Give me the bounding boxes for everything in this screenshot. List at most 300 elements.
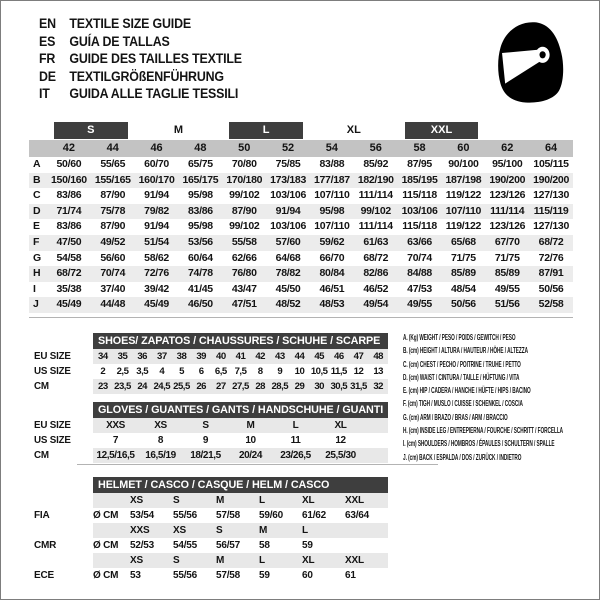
shoes-size-cell: 13 [373, 366, 383, 377]
size-header-cell: 64 [544, 142, 558, 154]
section-divider [29, 317, 573, 318]
row-values [93, 568, 388, 583]
shoes-size-cell: 45 [314, 351, 324, 362]
shoes-size-cell: 8 [257, 366, 263, 377]
shoes-size-cell: 48 [373, 351, 383, 362]
measurement-row-label: I [33, 282, 36, 295]
measurement-cell: 74/78 [188, 267, 213, 280]
measurement-cell: 173/183 [270, 173, 306, 186]
gloves-table-row [29, 448, 389, 463]
helmet-value-cell: 57/58 [216, 510, 241, 521]
measurement-row [29, 266, 573, 282]
measurement-cell: 170/180 [226, 173, 263, 186]
shoes-size-cell: 36 [137, 351, 147, 362]
measurement-row-label: D [33, 204, 41, 217]
unit-label: Ø CM [93, 540, 119, 551]
measurement-cell: 85/92 [363, 158, 389, 170]
spacer-cell [29, 553, 93, 568]
spacer-cell [93, 493, 130, 508]
shoes-size-cell: 26 [196, 381, 206, 392]
unit-label: Ø CM [93, 570, 119, 581]
helmet-size-cell: XS [130, 495, 143, 506]
helmet-size-cell: L [259, 555, 265, 566]
spacer-cell [29, 493, 93, 508]
measurement-cell: 56/60 [100, 251, 126, 264]
shoes-size-cell: 24,5 [153, 381, 171, 392]
size-header-cell: 44 [106, 142, 119, 154]
row-label: EU SIZE [34, 351, 71, 362]
row-label: US SIZE [34, 366, 71, 377]
helmet-standard-section [29, 553, 389, 583]
helmet-size-cell: S [173, 495, 180, 506]
measurement-cell: 182/190 [357, 173, 394, 186]
language-line [39, 15, 242, 33]
spacer-cell [29, 523, 93, 538]
spacer-cell [29, 122, 47, 140]
measurement-cell: 79/82 [144, 204, 169, 217]
measurement-cell: 150/160 [50, 173, 87, 186]
helmet-size-cell: M [216, 495, 225, 506]
row-values [93, 379, 388, 394]
measurement-cell: 87/90 [100, 189, 126, 202]
helmet-size-cell: XL [302, 495, 315, 506]
helmet-value-cell: 60 [302, 570, 313, 581]
size-header-cell: 58 [413, 142, 426, 154]
measurement-cell: 111/114 [358, 220, 393, 233]
shoes-size-cell: 38 [176, 351, 187, 362]
measurement-cell: 46/51 [319, 282, 345, 295]
measurement-cell: 60/64 [188, 251, 213, 264]
legend-entry: H. (cm) INSIDE LEG / ENTREPIERNA / FOURCHE / SCHRITT / FORCELLA [403, 426, 564, 436]
gloves-size-cell: 16,5/19 [145, 450, 176, 461]
helmet-size-cell: S [173, 555, 180, 566]
shoes-size-cell: 10 [294, 366, 305, 377]
measurement-cell: 105/115 [533, 158, 569, 170]
measurement-cell: 187/198 [445, 173, 482, 186]
spacer-cell [93, 553, 130, 568]
measurement-cell: 107/110 [314, 189, 350, 202]
row-values [93, 538, 388, 553]
measurement-cell: 63/66 [407, 235, 432, 248]
helmet-value-cell: 54/55 [173, 540, 198, 551]
shoes-size-cell: 27,5 [232, 381, 249, 392]
measurement-cell: 46/50 [188, 298, 213, 311]
measurement-cell: 44/48 [100, 298, 126, 311]
size-header-row [29, 140, 573, 157]
helmet-size-cell: XS [173, 525, 186, 536]
size-group-row [29, 122, 573, 140]
measurement-cell: 83/86 [188, 204, 213, 217]
helmet-value-row [29, 568, 389, 583]
measurement-cell: 57/60 [275, 235, 301, 248]
helmet-value-cell: 56/57 [216, 540, 241, 551]
measurement-cell: 48/54 [451, 282, 476, 295]
standard-label: FIA [34, 510, 50, 521]
language-title: TEXTILE SIZE GUIDE [69, 16, 191, 31]
size-header-cell: 52 [281, 142, 295, 154]
language-title: GUIDE DES TAILLES TEXTILE [69, 51, 242, 66]
row-values [93, 349, 388, 364]
measurement-row [29, 157, 573, 173]
helmet-value-cell: 55/56 [173, 570, 198, 581]
measurement-cell: 50/60 [56, 158, 82, 170]
gloves-size-cell: 9 [202, 435, 209, 446]
language-line [39, 68, 242, 86]
measurement-row [29, 173, 573, 189]
language-line [39, 85, 242, 103]
measurement-cell: 155/165 [94, 173, 131, 186]
legend-entry: C. (cm) CHEST / PECHO / POITRINE / TRUHE / PETTO [403, 359, 521, 369]
helmet-value-cell: 59/60 [259, 510, 284, 521]
gloves-size-cell: 20/24 [238, 450, 263, 461]
shoes-size-cell: 23 [97, 381, 108, 392]
measurement-cell: 55/58 [231, 235, 257, 248]
measurement-cell: 72/76 [538, 251, 564, 264]
size-group-cell [142, 122, 216, 139]
helmet-value-cell: 61/62 [302, 510, 327, 521]
measurement-cell: 99/102 [360, 204, 391, 217]
measurement-cell: 165/175 [182, 173, 219, 186]
legend-entry: G. (cm) ARM / BRAZO / BRAS / ARM / BRACCIO [403, 412, 508, 422]
measurement-row-label: F [33, 235, 40, 248]
measurement-cell: 47/50 [56, 235, 82, 248]
shoes-size-cell: 32 [373, 381, 383, 392]
shoes-table-row [29, 364, 389, 379]
measurement-cell: 99/102 [229, 189, 260, 202]
measurement-cell: 87/90 [231, 204, 257, 217]
measurement-cell: 70/80 [231, 158, 257, 170]
language-code: EN [39, 16, 56, 31]
measurement-cell: 52/58 [538, 298, 564, 311]
measurement-cell: 107/110 [445, 204, 482, 217]
shoes-size-cell: 28 [255, 381, 265, 392]
measurement-row [29, 235, 573, 251]
shoes-size-cell: 6,5 [214, 366, 227, 377]
language-title: GUIDA ALLE TAGLIE TESSILI [69, 86, 239, 101]
shoes-table [29, 333, 389, 394]
measurement-cell: 46/52 [363, 282, 389, 295]
language-line [39, 50, 242, 68]
helmet-value-cell: 61 [345, 570, 356, 581]
spacer-cell [93, 523, 130, 538]
measurement-cell: 48/52 [275, 298, 301, 311]
measurement-cell: 127/130 [533, 220, 569, 233]
measurement-cell: 95/100 [492, 158, 523, 170]
legend-entry: A. (Kg) WEIGHT / PESO / POIDS / GEWITCH / PESO [403, 333, 516, 342]
helmet-size-cell: L [302, 525, 308, 536]
measurement-cell: 84/88 [407, 267, 432, 280]
measurement-cell: 48/53 [319, 298, 345, 311]
gloves-size-cell: 8 [157, 435, 164, 446]
row-values [93, 433, 388, 448]
measurement-cell: 83/86 [56, 189, 82, 202]
measurement-row-label: J [33, 298, 39, 311]
shoes-size-cell: 3,5 [136, 366, 149, 377]
row-values [93, 508, 388, 523]
measurement-cell: 115/118 [402, 189, 437, 202]
measurement-cell: 53/56 [188, 235, 213, 248]
measurement-cell: 91/94 [144, 220, 169, 233]
size-group-label: S [87, 124, 95, 136]
language-title: GUÍA DE TALLAS [69, 33, 170, 49]
row-label: US SIZE [34, 435, 71, 446]
language-code: DE [39, 68, 56, 84]
gloves-size-cell: 25,5/30 [325, 450, 356, 461]
helmet-value-cell: 57/58 [216, 570, 241, 581]
measurement-cell: 185/195 [401, 173, 438, 186]
section-divider [77, 464, 438, 465]
shoes-size-cell: 24 [137, 381, 147, 392]
measurement-row-label: A [33, 158, 41, 170]
size-group-cell [405, 122, 479, 139]
shoes-size-cell: 9 [277, 366, 283, 377]
size-group-label: M [173, 124, 184, 136]
shoes-size-cell: 7,5 [234, 366, 247, 377]
legend-entry: E. (cm) HIP / CADERA / HANCHE / HÜFTE / HIPS / BACINO [403, 386, 531, 396]
shoes-size-cell: 47 [353, 351, 364, 362]
measurement-cell: 103/106 [401, 204, 438, 217]
shoes-size-cell: 27 [215, 381, 226, 392]
helmet-size-cell: S [216, 525, 223, 536]
measurement-cell: 87/91 [538, 267, 564, 280]
shoes-size-cell: 35 [117, 351, 128, 362]
measurement-row-label: C [33, 189, 41, 202]
gloves-table [29, 402, 389, 463]
shoes-size-cell: 28,5 [271, 381, 289, 392]
size-group-cell [317, 122, 391, 139]
measurement-cell: 43/47 [231, 282, 257, 295]
gloves-size-cell: XL [334, 420, 347, 431]
gloves-size-cell: 18/21,5 [190, 450, 221, 461]
shoes-size-cell: 43 [274, 351, 285, 362]
measurement-cell: 87/95 [407, 158, 432, 170]
gloves-size-cell: 12,5/16,5 [96, 450, 135, 461]
language-code: FR [39, 51, 56, 66]
measurement-row [29, 204, 573, 220]
measurement-row [29, 188, 573, 204]
shoes-size-cell: 11,5 [330, 366, 347, 377]
measurement-cell: 49/54 [363, 298, 389, 311]
helmet-value-cell: 53/54 [130, 510, 155, 521]
row-values [93, 448, 388, 463]
spacer-cell [485, 122, 529, 140]
helmet-value-cell: 59 [302, 540, 313, 551]
helmet-size-cell: XS [130, 555, 143, 566]
measurement-cell: 87/90 [100, 220, 126, 233]
measurement-row-label: H [33, 267, 41, 280]
measurement-cell: 71/75 [494, 251, 520, 264]
measurement-cell: 85/89 [494, 267, 520, 280]
measurement-cell: 61/63 [363, 235, 389, 248]
row-label: CM [34, 381, 49, 392]
shoes-size-cell: 2,5 [116, 366, 129, 377]
row-label: CM [34, 450, 49, 461]
shoes-size-cell: 4 [159, 366, 165, 377]
measurement-cell: 70/74 [100, 267, 126, 280]
helmet-table [29, 477, 389, 583]
measurement-cell: 115/119 [533, 204, 569, 217]
measurement-cell: 60/70 [144, 158, 169, 170]
measurement-cell: 59/62 [319, 235, 345, 248]
measurement-cell: 41/45 [188, 282, 213, 295]
size-header-cell: 62 [501, 142, 514, 154]
measurement-cell: 45/50 [275, 282, 301, 295]
helmet-size-cell: XXS [130, 525, 150, 536]
row-values [93, 364, 388, 379]
shoes-size-cell: 12 [353, 366, 364, 377]
helmet-value-cell: 55/56 [173, 510, 198, 521]
measurement-cell: 35/38 [56, 282, 82, 295]
measurement-cell: 64/68 [275, 251, 301, 264]
helmet-size-cell: XXL [345, 555, 364, 566]
gloves-table-title: GLOVES / GUANTES / GANTS / HANDSCHUHE / GUANTI [93, 402, 388, 418]
measurement-cell: 127/130 [533, 189, 569, 202]
measurement-row-label: B [33, 173, 41, 186]
shoes-size-cell: 39 [196, 351, 206, 362]
size-group-cell [54, 122, 128, 139]
gloves-size-cell: 11 [290, 435, 301, 446]
measurement-cell: 95/98 [319, 204, 345, 217]
measurement-cell: 37/40 [100, 282, 126, 295]
shoes-size-cell: 37 [156, 351, 167, 362]
gloves-size-cell: XXS [106, 420, 125, 431]
size-group-label: L [262, 124, 270, 136]
measurement-cell: 83/88 [319, 158, 345, 170]
measurement-legend [403, 331, 572, 464]
measurement-cell: 190/200 [533, 173, 569, 186]
shoes-size-cell: 2 [100, 366, 106, 377]
helmet-size-cell: XL [302, 555, 315, 566]
size-group-label: XXL [430, 124, 453, 136]
shoes-size-cell: 29 [294, 381, 305, 392]
measurement-cell: 50/56 [538, 282, 564, 295]
helmet-size-cell: M [259, 525, 268, 536]
helmet-standard-section [29, 523, 389, 553]
measurement-cell: 51/56 [494, 298, 520, 311]
standard-label: ECE [34, 570, 54, 581]
measurement-row-label: E [33, 220, 41, 233]
helmet-value-cell: 52/53 [130, 540, 155, 551]
shoes-size-cell: 42 [255, 351, 265, 362]
size-header-cell: 60 [457, 142, 470, 154]
gloves-size-cell: 12 [335, 435, 346, 446]
size-header-cell: 48 [194, 142, 207, 154]
helmet-size-cell: XXL [345, 495, 364, 506]
gloves-size-cell: L [292, 420, 299, 431]
gloves-table-row [29, 418, 389, 433]
measurement-cell: 82/86 [363, 267, 389, 280]
size-header-cell: 54 [325, 142, 339, 154]
measurement-cell: 66/70 [319, 251, 345, 264]
measurement-cell: 45/49 [56, 298, 82, 311]
measurement-cell: 45/49 [144, 298, 169, 311]
measurement-cell: 83/86 [56, 220, 82, 233]
language-title: TEXTILGRÖßENFÜHRUNG [69, 68, 224, 84]
gloves-size-cell: 7 [112, 435, 119, 446]
size-group-cell [229, 122, 303, 139]
measurement-cell: 85/89 [451, 267, 476, 280]
shoes-size-cell: 41 [235, 351, 246, 362]
measurement-cell: 50/56 [451, 298, 476, 311]
gloves-size-cell: 23/26,5 [280, 450, 311, 461]
shoes-size-cell: 25,5 [173, 381, 190, 392]
measurement-cell: 190/200 [489, 173, 526, 186]
helmet-value-row [29, 538, 389, 553]
helmet-table-title: HELMET / CASCO / CASQUE / HELM / CASCO [93, 477, 388, 493]
shoes-size-cell: 31,5 [350, 381, 367, 392]
measurement-cell: 160/170 [138, 173, 175, 186]
gloves-table-row [29, 433, 389, 448]
textile-size-table [29, 122, 573, 313]
measurement-cell: 49/52 [100, 235, 126, 248]
measurement-cell: 71/74 [56, 204, 82, 217]
legend-entry: F. (cm) TIGH / MUSLO / CUISSE / SCHENKEL / COSCIA [403, 399, 523, 409]
shoes-size-cell: 40 [215, 351, 226, 362]
measurement-cell: 91/94 [275, 204, 301, 217]
size-header-cell: 56 [369, 142, 382, 154]
measurement-cell: 107/110 [314, 220, 350, 233]
measurement-cell: 90/100 [448, 158, 479, 170]
spacer-cell [29, 140, 47, 157]
gloves-size-cell: 10 [245, 435, 256, 446]
measurement-cell: 119/122 [445, 189, 482, 202]
measurement-cell: 76/80 [231, 267, 257, 280]
measurement-cell: 51/54 [144, 235, 169, 248]
measurement-cell: 65/75 [188, 158, 213, 170]
legend-entry: I. (cm) SHOULDERS / HOMBROS / ÉPAULES / SCHULTERN / SPALLE [403, 439, 555, 449]
shoes-size-cell: 46 [333, 351, 344, 362]
measurement-cell: 58/62 [144, 251, 169, 264]
shoes-size-cell: 30,5 [330, 381, 348, 392]
measurement-cell: 68/72 [363, 251, 389, 264]
measurement-row [29, 297, 573, 313]
shoes-size-cell: 34 [97, 351, 108, 362]
measurement-cell: 99/102 [229, 220, 260, 233]
measurement-cell: 47/51 [231, 298, 257, 311]
shoes-table-row [29, 379, 389, 394]
measurement-cell: 177/187 [313, 173, 350, 186]
measurement-cell: 111/114 [358, 189, 393, 202]
legend-entry: B. (cm) HEIGHT / ALTURA / HAUTEUR / HÖHE / ALTEZZA [403, 346, 528, 356]
measurement-cell: 72/76 [144, 267, 169, 280]
measurement-cell: 49/55 [407, 298, 432, 311]
size-header-cell: 46 [150, 142, 163, 154]
helmet-value-row [29, 508, 389, 523]
measurement-cell: 65/68 [451, 235, 476, 248]
measurement-row [29, 219, 573, 235]
shoes-size-cell: 6 [198, 366, 204, 377]
measurement-cell: 103/106 [270, 189, 306, 202]
legend-entry: D. (cm) WAIST / CINTURA / TAILLE / HÜFTUNG / VITA [403, 372, 520, 382]
measurement-cell: 68/72 [538, 235, 564, 248]
language-title-block [39, 15, 242, 103]
row-values [93, 418, 388, 433]
row-values [93, 553, 388, 568]
helmet-size-row [29, 523, 389, 538]
measurement-cell: 119/122 [445, 220, 482, 233]
measurement-row [29, 251, 573, 267]
measurement-cell: 54/58 [56, 251, 82, 264]
size-group-label: XL [346, 124, 361, 136]
language-code: ES [39, 33, 56, 49]
shoes-size-cell: 30 [314, 381, 324, 392]
measurement-cell: 67/70 [494, 235, 520, 248]
helmet-value-cell: 63/64 [345, 510, 370, 521]
gloves-size-cell: M [246, 420, 255, 431]
shoes-size-cell: 5 [179, 366, 184, 377]
measurement-cell: 91/94 [144, 189, 169, 202]
measurement-cell: 111/114 [490, 204, 525, 217]
